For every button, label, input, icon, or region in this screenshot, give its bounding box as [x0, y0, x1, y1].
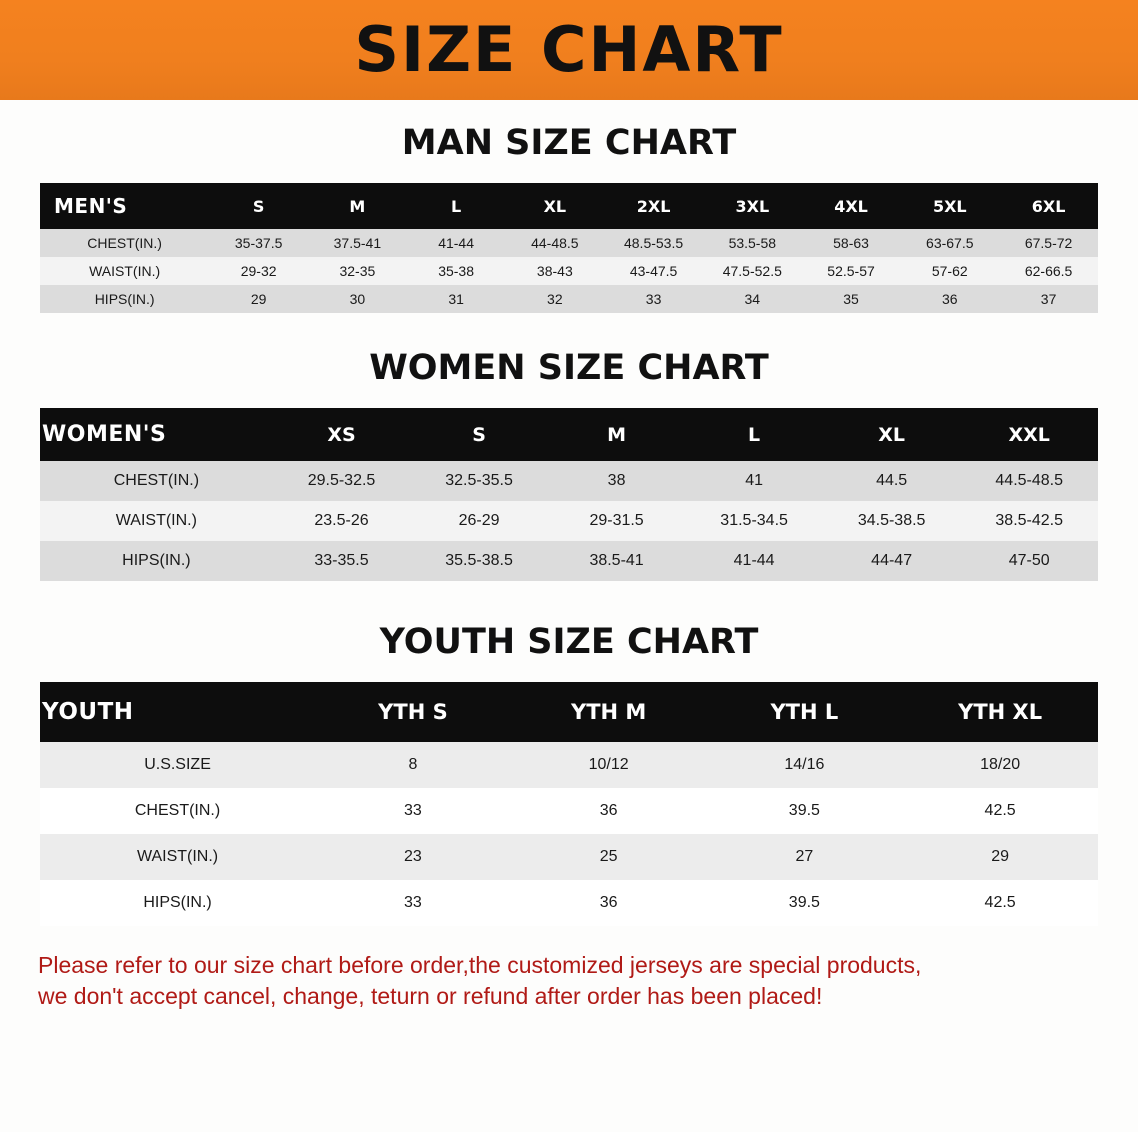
cell: 14/16 [784, 756, 825, 773]
cell: 32 [547, 291, 563, 307]
cell: 32-35 [339, 263, 376, 279]
row-label: CHEST(IN.) [113, 472, 200, 489]
women-header-cell: M [548, 408, 686, 461]
banner [0, 0, 1138, 100]
row-label: CHEST(IN.) [87, 235, 162, 251]
men-header-cell: 3XL [703, 183, 802, 229]
cell: 67.5-72 [1024, 235, 1073, 251]
cell: 31 [448, 291, 464, 307]
men-header-cell: XL [505, 183, 604, 229]
cell: 43-47.5 [629, 263, 678, 279]
youth-table-wrapper [0, 682, 1138, 926]
men-table-body [40, 229, 1098, 313]
cell: 35.5-38.5 [445, 552, 513, 569]
youth-section-heading: YOUTH SIZE CHART [379, 622, 759, 662]
cell: 29 [991, 848, 1010, 865]
row-label: U.S.SIZE [144, 756, 211, 773]
cell: 39.5 [788, 802, 820, 819]
row-label: CHEST(IN.) [134, 802, 221, 819]
women-header-cell: XL [823, 408, 961, 461]
table-row [40, 461, 1098, 501]
disclaimer-note [0, 950, 1138, 1012]
cell: 8 [408, 756, 418, 773]
table-header-row [40, 682, 1098, 742]
cell: 23.5-26 [314, 512, 369, 529]
cell: 29-31.5 [589, 512, 644, 529]
cell: 10/12 [588, 756, 629, 773]
table-row [40, 501, 1098, 541]
table-row [40, 834, 1098, 880]
cell: 29.5-32.5 [307, 472, 376, 489]
row-label: HIPS(IN.) [143, 894, 212, 911]
men-header-cell: MEN'S [40, 183, 209, 229]
cell: 36 [599, 802, 618, 819]
women-table-wrapper [0, 408, 1138, 581]
cell: 34 [744, 291, 761, 307]
cell: 25 [599, 848, 618, 865]
cell: 37.5-41 [333, 235, 382, 251]
cell: 36 [941, 291, 958, 307]
women-header-cell: XXL [960, 408, 1098, 461]
cell: 63-67.5 [926, 235, 974, 251]
youth-header-cell: YOUTH [40, 682, 315, 742]
cell: 42.5 [984, 894, 1016, 911]
cell: 31.5-34.5 [720, 512, 788, 529]
row-label: HIPS(IN.) [94, 291, 155, 307]
cell: 44.5-48.5 [995, 472, 1063, 489]
table-row [40, 285, 1098, 313]
note-line-1: Please refer to our size chart before order,the customized jerseys are special products, [38, 952, 922, 978]
table-header-row [40, 183, 1098, 229]
cell: 32.5-35.5 [445, 472, 513, 489]
youth-table-body [40, 742, 1098, 926]
cell: 18/20 [980, 756, 1021, 773]
note-line-2: we don't accept cancel, change, teturn or refund after order has been placed! [38, 983, 823, 1010]
row-label: WAIST(IN.) [115, 512, 197, 529]
men-header-cell: 5XL [900, 183, 999, 229]
cell: 29-32 [240, 263, 277, 279]
table-row [40, 257, 1098, 285]
cell: 35 [843, 291, 859, 307]
cell: 27 [795, 848, 814, 865]
men-header-cell: M [308, 183, 407, 229]
men-header-cell: 2XL [604, 183, 703, 229]
youth-header-cell: YTH M [511, 682, 707, 742]
table-row [40, 742, 1098, 788]
cell: 38.5-42.5 [995, 512, 1063, 529]
cell: 41 [745, 472, 763, 489]
cell: 34.5-38.5 [857, 512, 926, 529]
cell: 29 [250, 291, 267, 307]
man-table-wrapper [0, 183, 1138, 313]
men-header-cell: 6XL [999, 183, 1098, 229]
table-header-row [40, 408, 1098, 461]
cell: 38 [607, 472, 626, 489]
cell: 26-29 [458, 512, 500, 529]
table-row [40, 541, 1098, 581]
cell: 37 [1040, 291, 1057, 307]
men-header-cell: S [209, 183, 308, 229]
cell: 36 [599, 894, 618, 911]
men-table-head [40, 183, 1098, 229]
row-label: HIPS(IN.) [122, 552, 191, 569]
women-table-body [40, 461, 1098, 581]
women-header-cell: WOMEN'S [40, 408, 273, 461]
youth-table-head [40, 682, 1098, 742]
men-size-table [40, 183, 1098, 313]
cell: 33 [404, 802, 422, 819]
cell: 48.5-53.5 [623, 235, 684, 251]
men-header-cell: 4XL [802, 183, 901, 229]
cell: 38-43 [536, 263, 573, 279]
cell: 30 [349, 291, 366, 307]
row-label: WAIST(IN.) [89, 263, 161, 279]
table-row [40, 880, 1098, 926]
cell: 44-48.5 [531, 235, 579, 251]
cell: 53.5-58 [728, 235, 777, 251]
youth-header-cell: YTH L [707, 682, 903, 742]
cell: 33-35.5 [314, 552, 369, 569]
cell: 41-44 [733, 552, 775, 569]
cell: 38.5-41 [589, 552, 644, 569]
man-section-heading: MAN SIZE CHART [401, 123, 737, 163]
cell: 58-63 [833, 235, 869, 251]
youth-header-cell: YTH S [315, 682, 511, 742]
cell: 44.5 [876, 472, 908, 489]
women-header-cell: L [685, 408, 823, 461]
cell: 52.5-57 [827, 263, 875, 279]
women-header-cell: XS [273, 408, 411, 461]
cell: 23 [404, 848, 422, 865]
women-section-heading: WOMEN SIZE CHART [369, 348, 769, 388]
women-table-head [40, 408, 1098, 461]
cell: 33 [645, 291, 662, 307]
cell: 39.5 [788, 894, 820, 911]
row-label: WAIST(IN.) [136, 848, 219, 865]
cell: 35-38 [438, 263, 474, 279]
cell: 42.5 [984, 802, 1016, 819]
cell: 47-50 [1008, 552, 1050, 569]
cell: 47.5-52.5 [722, 263, 782, 279]
men-header-cell: L [407, 183, 506, 229]
youth-size-table [40, 682, 1098, 926]
women-size-table [40, 408, 1098, 581]
cell: 33 [404, 894, 422, 911]
cell: 57-62 [931, 263, 968, 279]
table-row [40, 788, 1098, 834]
cell: 62-66.5 [1024, 263, 1073, 279]
cell: 44-47 [871, 552, 913, 569]
women-header-cell: S [410, 408, 548, 461]
cell: 41-44 [438, 235, 474, 251]
page-title: SIZE CHART [354, 13, 784, 86]
youth-header-cell: YTH XL [902, 682, 1098, 742]
cell: 35-37.5 [234, 235, 283, 251]
table-row [40, 229, 1098, 257]
